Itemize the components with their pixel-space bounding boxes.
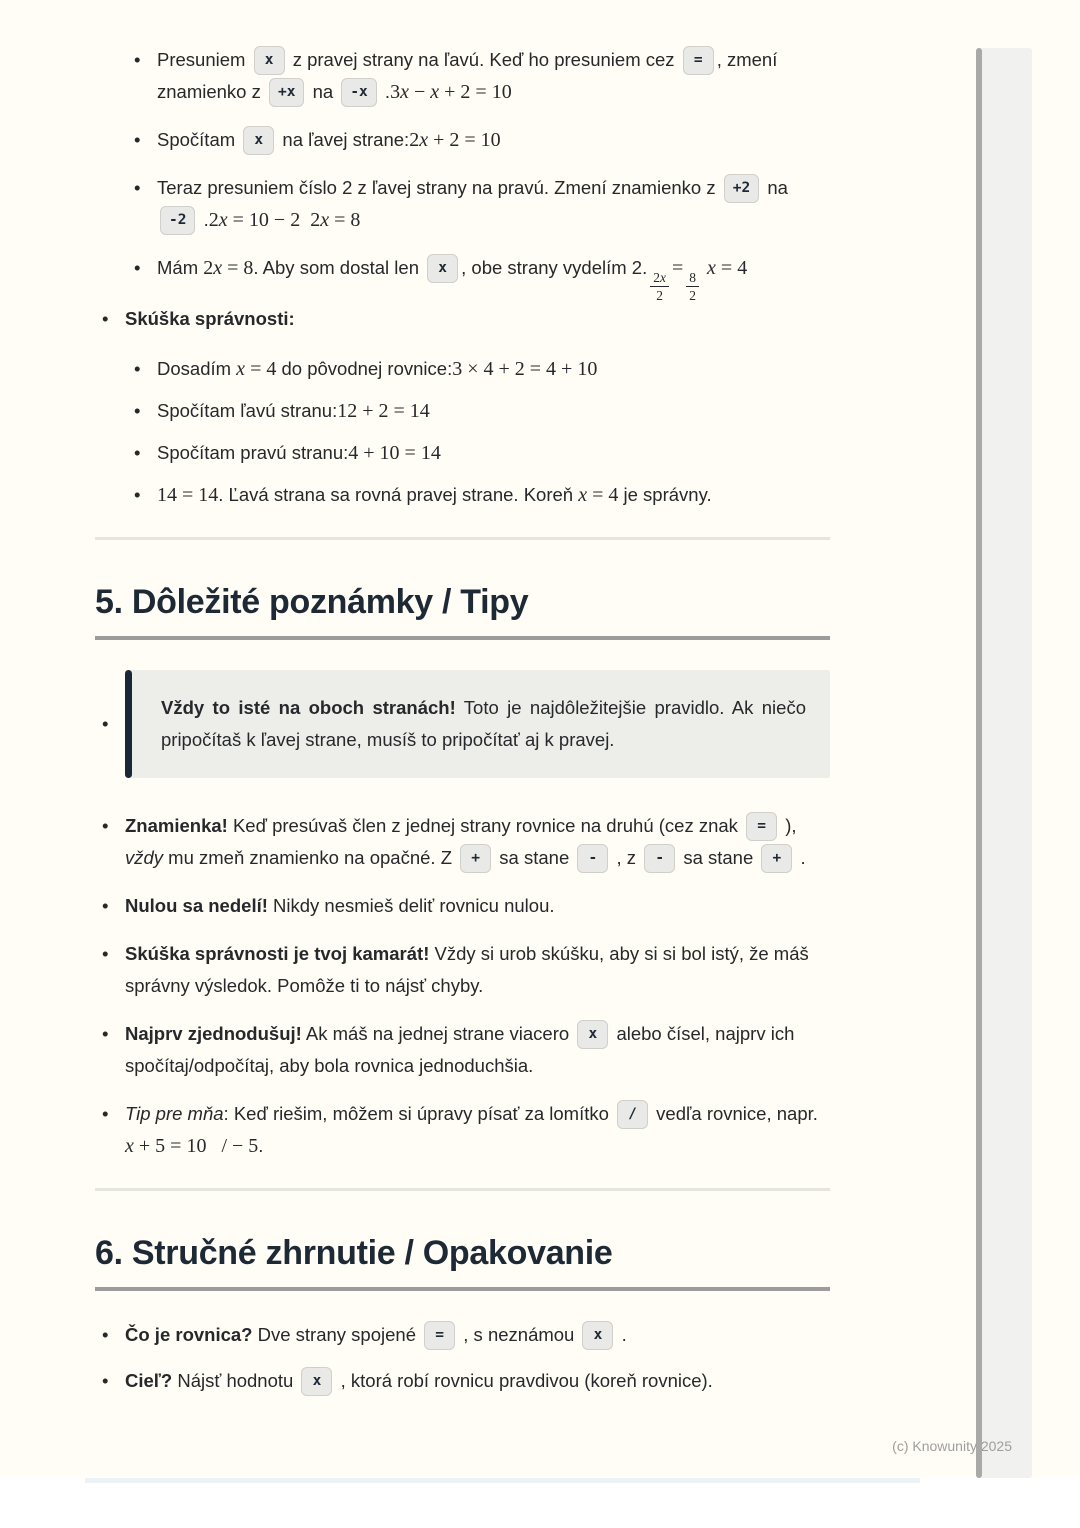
math-expression: 2x = 10 − 2 2x = 8	[208, 209, 361, 231]
bold-text: Najprv zjednodušuj!	[125, 1023, 302, 1044]
kbd-badge: =	[746, 812, 777, 841]
kbd-badge: x	[254, 46, 285, 75]
list-item: • Nulou sa nedelí! Nikdy nesmieš deliť rovnicu nulou.	[95, 890, 830, 922]
bold-text: Skúška správnosti:	[125, 308, 295, 329]
check-section	[95, 303, 830, 511]
kbd-badge: -	[644, 844, 675, 873]
math-expression: 2x = 8	[203, 257, 254, 279]
math-expression: 2x + 2 = 10	[409, 129, 501, 151]
kbd-badge: x	[243, 126, 274, 155]
blockquote	[125, 670, 830, 778]
tips-list	[95, 810, 830, 1162]
list-item: • Skúška správnosti je tvoj kamarát! Vždy si urob skúšku, aby si si bol istý, že máš správny výsledok. Pomôže ti to nájsť chyby.	[95, 938, 830, 1002]
kbd-badge: +2	[724, 174, 759, 203]
bold-text: Čo je rovnica?	[125, 1324, 253, 1345]
list-item: • Cieľ? Nájsť hodnotu x , ktorá robí rovnicu pravdivou (koreň rovnice).	[95, 1365, 830, 1397]
list-item: • Teraz presuniem číslo 2 z ľavej strany na pravú. Zmení znamienko z +2 na -2 .2x = 10 − 2 2x = 8	[95, 172, 830, 236]
section-5-heading-rule	[95, 636, 830, 640]
summary-list	[95, 1319, 830, 1397]
kbd-badge: +x	[269, 78, 304, 107]
solution-steps-list	[95, 44, 830, 303]
kbd-badge: +	[761, 844, 792, 873]
kbd-badge: x	[582, 1321, 613, 1350]
list-item: • Najprv zjednodušuj! Ak máš na jednej strane viacero x alebo čísel, najprv ich spočítaj/odpočítaj, aby bola rovnica jednoduchšia.	[95, 1018, 830, 1082]
list-item: • Spočítam x na ľavej strane:2x + 2 = 10	[95, 124, 830, 156]
kbd-badge: /	[617, 1100, 648, 1129]
math-expression: x = 4	[236, 358, 277, 380]
section-5-heading: 5. Dôležité poznámky / Tipy	[95, 583, 529, 621]
bold-text: Znamienka!	[125, 815, 228, 836]
math-expression: 3x − x + 2 = 10	[390, 81, 512, 103]
important-note-list	[95, 670, 830, 778]
document-content	[95, 0, 830, 1397]
math-expression: 12 + 2 = 14	[337, 400, 430, 422]
bold-text: Vždy to isté na oboch stranách!	[161, 697, 456, 718]
list-item: • Spočítam pravú stranu:4 + 10 = 14	[125, 437, 830, 469]
check-items-list	[125, 353, 830, 511]
math-expression: =	[672, 257, 684, 279]
math-expression: x = 4	[707, 257, 748, 279]
kbd-badge: =	[424, 1321, 455, 1350]
math-fraction: $\frac{8}{2}$	[686, 270, 699, 303]
section-6-heading-rule	[95, 1287, 830, 1291]
list-item: • Spočítam ľavú stranu:12 + 2 = 14	[125, 395, 830, 427]
kbd-badge: x	[301, 1367, 332, 1396]
watermark: (c) Knowunity 2025	[892, 1438, 1012, 1454]
italic-text: vždy	[125, 847, 164, 868]
italic-text: Tip pre mňa	[125, 1103, 224, 1124]
list-item: • 14 = 14. Ľavá strana sa rovná pravej strane. Koreň x = 4 je správny.	[125, 479, 830, 511]
bold-text: Cieľ?	[125, 1370, 173, 1391]
list-item: • Dosadím x = 4 do pôvodnej rovnice:3 × 4 + 2 = 4 + 10	[125, 353, 830, 385]
check-heading-item	[95, 303, 830, 511]
blockquote-accent-bar	[125, 670, 132, 778]
scrollbar-track[interactable]	[976, 48, 1032, 1478]
scrollbar-thumb[interactable]	[976, 48, 982, 1478]
kbd-badge: x	[427, 254, 458, 283]
bold-text: Nulou sa nedelí!	[125, 895, 268, 916]
math-expression: 4 + 10 = 14	[348, 442, 441, 464]
list-item: • Mám 2x = 8. Aby som dostal len x , obe strany vydelím 2. $\frac{2x}{2}$ = $\frac{8}{2}$ x = 4	[95, 252, 830, 303]
math-expression: 14 = 14	[157, 484, 219, 506]
math-expression: x + 5 = 10 / − 5	[125, 1135, 259, 1157]
math-fraction: $\frac{2x}{2}$	[650, 270, 669, 303]
list-item: • Znamienka! Keď presúvaš člen z jednej strany rovnice na druhú (cez znak = ), vždy mu zmeň znamienko na opačné. Z + sa stane - , z - sa stane + .	[95, 810, 830, 874]
section-6-heading: 6. Stručné zhrnutie / Opakovanie	[95, 1234, 613, 1272]
kbd-badge: -2	[160, 206, 195, 235]
list-item: • Tip pre mňa: Keď riešim, môžem si úpravy písať za lomítko / vedľa rovnice, napr. x + 5 = 10 / − 5.	[95, 1098, 830, 1162]
kbd-badge: x	[577, 1020, 608, 1049]
blockquote-text: Vždy to isté na oboch stranách! Toto je najdôležitejšie pravidlo. Ak niečo pripočítaš k ľavej strane, musíš to pripočítať aj k pravej.	[161, 697, 806, 750]
kbd-badge: =	[683, 46, 714, 75]
page-bottom-shadow	[85, 1478, 920, 1483]
section-divider	[95, 1188, 830, 1191]
math-expression: 3 × 4 + 2 = 4 + 10	[452, 358, 598, 380]
list-item: • Presuniem x z pravej strany na ľavú. Keď ho presuniem cez = , zmení znamienko z +x na -x .3x − x + 2 = 10	[95, 44, 830, 108]
kbd-badge: +	[460, 844, 491, 873]
kbd-badge: -x	[341, 78, 376, 107]
list-item: • Čo je rovnica? Dve strany spojené = , s neznámou x .	[95, 1319, 830, 1351]
math-expression: x = 4	[578, 484, 619, 506]
bold-text: Skúška správnosti je tvoj kamarát!	[125, 943, 430, 964]
kbd-badge: -	[577, 844, 608, 873]
important-note-item	[95, 670, 830, 778]
section-divider	[95, 537, 830, 540]
check-heading-label	[125, 308, 295, 329]
